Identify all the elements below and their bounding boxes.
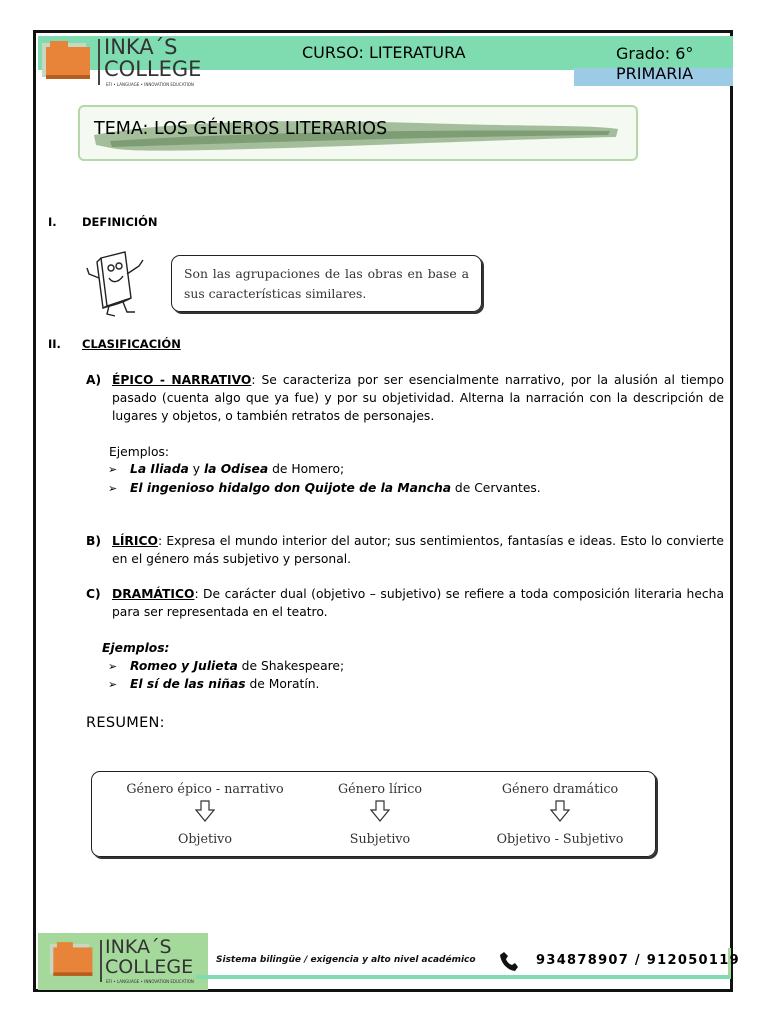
level-label: PRIMARIA xyxy=(616,64,694,83)
book-mascot-icon xyxy=(85,248,155,320)
down-arrow-icon xyxy=(550,800,570,822)
worksheet-page xyxy=(33,30,740,992)
header-logo xyxy=(40,35,220,91)
grade-block xyxy=(616,44,693,84)
section-title: DEFINICIÓN xyxy=(82,215,158,229)
footer-slogan: Sistema bilingüe / exigencia y alto nivel académico xyxy=(216,955,476,965)
examples-label: Ejemplos: xyxy=(102,641,170,655)
definition-box: Son las agrupaciones de las obras en base a sus características similares. xyxy=(171,255,482,312)
example-item: ➢ Romeo y Julieta de Shakespeare; xyxy=(108,659,345,673)
summary-result: Objetivo xyxy=(178,831,232,846)
logo-name-line1: INKA´S xyxy=(104,35,178,59)
logo-book-icon xyxy=(48,940,96,978)
genre-item-lyric xyxy=(86,532,724,568)
course-title: CURSO: LITERATURA xyxy=(302,43,466,62)
example-item: ➢ El sí de las niñas de Moratín. xyxy=(108,677,320,691)
section-number: II. xyxy=(48,337,61,351)
logo-name-line1: INKA´S xyxy=(105,936,172,958)
topic-banner xyxy=(78,105,638,161)
summary-result: Subjetivo xyxy=(349,831,411,846)
summary-title: RESUMEN: xyxy=(86,715,165,731)
genre-description: : Expresa el mundo interior del autor; sus sentimientos, fantasías e ideas. Esto lo convierte en el género más subjetivo y personal. xyxy=(112,534,724,566)
logo-name-line2: COLLEGE xyxy=(104,57,202,81)
summary-box xyxy=(91,771,656,857)
topic-title: TEMA: LOS GÉNEROS LITERARIOS xyxy=(94,119,388,139)
item-label: C) xyxy=(86,587,101,601)
down-arrow-icon xyxy=(195,800,215,822)
section-number: I. xyxy=(48,215,57,229)
item-label: A) xyxy=(86,373,102,387)
down-arrow-icon xyxy=(370,800,390,822)
footer-strip xyxy=(196,975,731,979)
genre-item-dramatic xyxy=(86,585,724,621)
logo-book-icon xyxy=(40,39,94,81)
genre-term: LÍRICO xyxy=(112,534,158,548)
summary-genre: Género épico - narrativo xyxy=(126,781,284,796)
phone-icon xyxy=(499,950,519,972)
footer-phone-numbers: 934878907 / 912050119 xyxy=(536,953,740,968)
genre-term: DRAMÁTICO xyxy=(112,587,195,601)
logo-tagline: EFI • LANGUAGE • INNOVATION EDUCATION xyxy=(106,979,194,984)
genre-term: ÉPICO - NARRATIVO xyxy=(112,373,252,387)
summary-genre: Género dramático xyxy=(501,781,619,796)
genre-item-epic xyxy=(86,371,724,425)
logo-tagline: EFI • LANGUAGE • INNOVATION EDUCATION xyxy=(106,82,194,87)
summary-genre: Género lírico xyxy=(337,781,423,796)
example-item: ➢ La Iliada y la Odisea de Homero; xyxy=(108,462,345,476)
logo-name-line2: COLLEGE xyxy=(105,956,194,978)
genre-description: : Se caracteriza por ser esencialmente narrativo, por la alusión al tiempo pasado (cuenta algo que ya fue) y por su objetividad. Alterna la narración con la descripción de lugares y objetos, o también retratos de personajes. xyxy=(112,373,724,423)
item-label: B) xyxy=(86,534,101,548)
section-title: CLASIFICACIÓN xyxy=(82,337,181,351)
footer-logo xyxy=(48,936,208,988)
genre-description: : De carácter dual (objetivo – subjetivo) se refiere a toda composición literaria hecha para ser representada en el teatro. xyxy=(112,587,724,619)
summary-result: Objetivo - Subjetivo xyxy=(496,831,624,846)
examples-label: Ejemplos: xyxy=(109,445,170,459)
grade-label: Grado: 6° xyxy=(616,44,694,63)
example-item: ➢ El ingenioso hidalgo don Quijote de la Mancha de Cervantes. xyxy=(108,481,541,495)
